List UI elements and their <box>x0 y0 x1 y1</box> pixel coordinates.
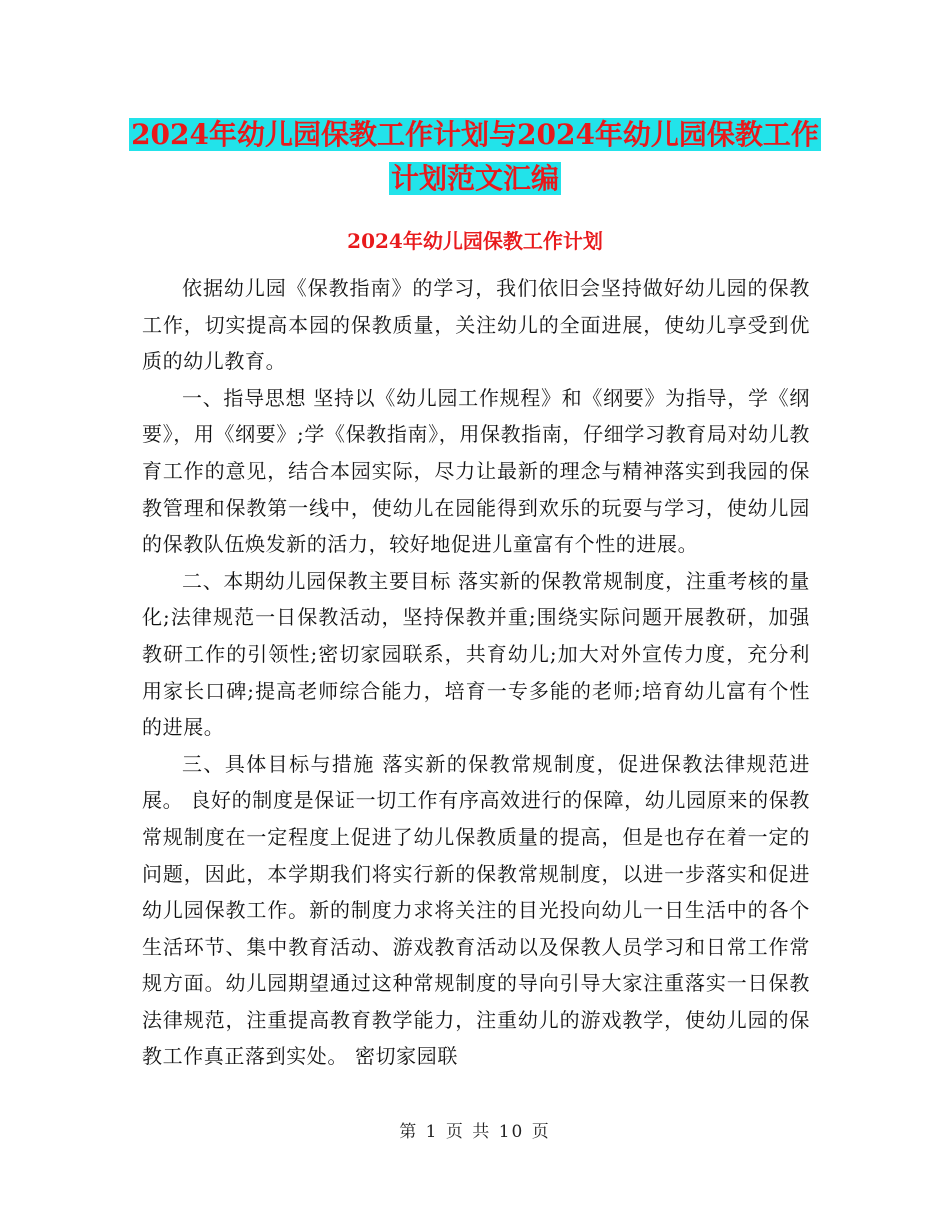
section-title: 2024年幼儿园保教工作计划 <box>347 229 603 253</box>
page-footer: 第 1 页 共 10 页 <box>399 1122 551 1142</box>
paragraph-intro: 依据幼儿园《保教指南》的学习，我们依旧会坚持做好幼儿园的保教工作，切实提高本园的保教质量，关注幼儿的全面进展，使幼儿享受到优质的幼儿教育。 <box>142 276 810 374</box>
paragraph-main-goals: 二、本期幼儿园保教主要目标 落实新的保教常规制度，注重考核的量化;法律规范一日保教活动，坚持保教并重;围绕实际问题开展教研，加强教研工作的引领性;密切家园联系，共育幼儿;加大对外宣传力度，充分利用家长口碑;提高老师综合能力，培育一专多能的老师;培育幼儿富有个性的进展。 <box>142 568 810 740</box>
document-title-text-1: 2024年幼儿园保教工作计划与2024年幼儿园保教工作 <box>131 118 819 151</box>
document-title-line-2 <box>0 156 950 202</box>
document-title-text-2: 计划范文汇编 <box>390 162 559 195</box>
document-title-line-1 <box>0 112 950 158</box>
paragraph-specific-measures: 三、具体目标与措施 落实新的保教常规制度，促进保教法律规范进展。 良好的制度是保证一切工作有序高效进行的保障，幼儿园原来的保教常规制度在一定程度上促进了幼儿保教质量的提高，但是也存在着一定的问题，因此，本学期我们将实行新的保教常规制度，以进一步落实和促进幼儿园保教工作。新的制度力求将关注的目光投向幼儿一日生活中的各个生活环节、集中教育活动、游戏教育活动以及保教人员学习和日常工作常规方面。幼儿园期望通过这种常规制度的导向引导大家注重落实一日保教法律规范，注重提高教育教学能力，注重幼儿的游戏教学，使幼儿园的保教工作真正落到实处。 密切家园联 <box>142 751 810 1069</box>
document-body <box>142 270 810 1075</box>
paragraph-guiding-ideology: 一、指导思想 坚持以《幼儿园工作规程》和《纲要》为指导，学《纲要》，用《纲要》;学《保教指南》，用保教指南，仔细学习教育局对幼儿教育工作的意见，结合本园实际，尽力让最新的理念与精神落实到我园的保教管理和保教第一线中，使幼儿在园能得到欢乐的玩耍与学习，使幼儿园的保教队伍焕发新的活力，较好地促进儿童富有个性的进展。 <box>142 385 810 557</box>
